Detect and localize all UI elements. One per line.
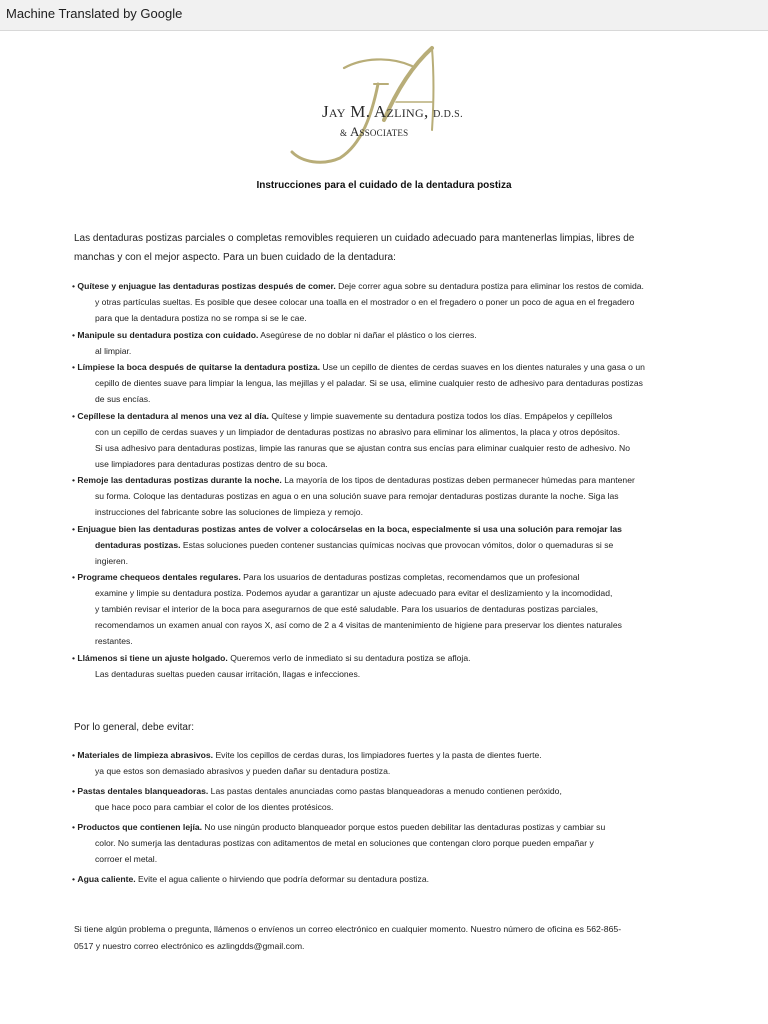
- list-item: • Pastas dentales blanqueadoras. Las pastas dentales anunciadas como pastas blanqueadoras a menudo contienen peróxido, que hace poco para cambiar el color de los dientes protésicos.: [72, 783, 696, 815]
- item-continuation: su forma. Coloque las dentaduras postizas en agua o en una solución suave para remojar dentaduras postizas durante la noche. Siga las: [95, 491, 619, 501]
- item-continuation: ingieren.: [95, 555, 128, 566]
- list-item: • Llámenos si tiene un ajuste holgado. Queremos verlo de inmediato si su dentadura postiza se afloja. Las dentaduras sueltas pueden causar irritación, llagas e infecciones.: [72, 650, 696, 682]
- item-continuation: con un cepillo de cerdas suaves y un limpiador de dentaduras postizas no abrasivo para eliminar los alimentos, la placa y otros depósitos.: [95, 426, 620, 437]
- item-lead: Manipule su dentadura postiza con cuidado.: [77, 329, 259, 340]
- item-continuation: examine y limpie su dentadura postiza. Podemos ayudar a garantizar un ajuste adecuado para evitar el deslizamiento y la incomodidad,: [95, 588, 613, 598]
- practice-name-suffix: D.D.S.: [433, 109, 463, 120]
- item-text: Deje correr agua sobre su dentadura postiza para eliminar los restos de comida.: [335, 281, 644, 291]
- item-text: Asegúrese de no doblar ni dañar el plástico o los cierres.: [258, 329, 477, 340]
- list-item: • Agua caliente. Evite el agua caliente o hirviendo que podría deformar su dentadura postiza.: [72, 874, 430, 884]
- item-lead-continuation: dentaduras postizas.: [95, 539, 181, 550]
- contact-paragraph: [74, 921, 674, 955]
- item-continuation: para que la dentadura postiza no se rompa si se le cae.: [95, 313, 307, 323]
- item-lead: Agua caliente.: [77, 874, 136, 884]
- item-lead: Programe chequeos dentales regulares.: [77, 572, 241, 582]
- list-item: • Remoje las dentaduras postizas durante la noche. La mayoría de los tipos de dentaduras postizas deben permanecer húmedas para mantener su forma. Coloque las dentaduras postizas en agua o en una solución suave para remojar dentaduras postizas durante la noche. Siga las instrucciones del fabricante sobre las soluciones de limpieza y remojo.: [72, 472, 696, 520]
- item-lead: Llámenos si tiene un ajuste holgado.: [77, 652, 228, 663]
- intro-paragraph: [74, 229, 674, 267]
- item-lead: Quítese y enjuague las dentaduras postizas después de comer.: [77, 281, 336, 291]
- item-continuation: corroer el metal.: [95, 854, 158, 864]
- item-continuation: y otras partículas sueltas. Es posible que desee colocar una toalla en el mostrador o en el fregadero o poner un poco de agua en el fregadero: [95, 297, 635, 307]
- item-lead: Cepíllese la dentadura al menos una vez al día.: [77, 410, 269, 421]
- contact-line: Si tiene algún problema o pregunta, llámenos o envíenos un correo electrónico en cualquier momento. Nuestro número de oficina es 562-865-: [74, 924, 622, 934]
- item-text: Estas soluciones pueden contener sustancias químicas nocivas que provocan vómitos, dolor o quemaduras si se: [180, 539, 614, 550]
- practice-associates-amp: &: [340, 128, 348, 138]
- intro-line: Las dentaduras postizas parciales o completas removibles requieren un cuidado adecuado para mantenerlas limpias, libres de: [74, 233, 635, 244]
- item-lead: Productos que contienen lejía.: [77, 822, 203, 832]
- item-continuation: recomendamos un examen anual con rayos X, así como de 2 a 4 visitas de mantenimiento de higiene para preservar los dientes naturales: [95, 620, 622, 630]
- item-text: No use ningún producto blanqueador porque estos pueden debilitar las dentaduras postizas y cambiar su: [202, 822, 606, 832]
- item-text: Use un cepillo de dientes de cerdas suaves en los dientes naturales y una gasa o un: [320, 362, 645, 372]
- practice-associates-label: Associates: [349, 124, 409, 139]
- item-continuation: Si usa adhesivo para dentaduras postizas, limpie las ranuras que se ajustan contra sus encías para eliminar cualquier resto de adhesivo. No: [95, 442, 631, 453]
- item-continuation: de sus encías.: [95, 394, 151, 404]
- list-item: • Límpiese la boca después de quitarse la dentadura postiza. Use un cepillo de dientes de cerdas suaves en los dientes naturales y una gasa o un cepillo de dientes suave para limpiar la lengua, las mejillas y el paladar. Si se usa, elimine cualquier resto de adhesivo para dentaduras postizas de sus encías.: [72, 359, 696, 407]
- item-continuation: restantes.: [95, 636, 133, 646]
- intro-line: manchas y con el mejor aspecto. Para un buen cuidado de la dentadura:: [74, 252, 396, 263]
- list-item: • Productos que contienen lejía. No use ningún producto blanqueador porque estos pueden debilitar las dentaduras postizas y cambiar su color. No sumerja las dentaduras postizas con aditamentos de metal en soluciones que contengan cloro porque pueden empañar y corroer el metal.: [72, 819, 696, 867]
- item-text: Evite los cepillos de cerdas duras, los limpiadores fuertes y la pasta de dientes fuerte.: [213, 750, 542, 760]
- item-lead: Límpiese la boca después de quitarse la dentadura postiza.: [77, 362, 321, 372]
- item-continuation: y también revisar el interior de la boca para asegurarnos de que esté saludable. Para los usuarios de dentaduras postizas parciales,: [95, 604, 599, 614]
- contact-line: 0517 y nuestro correo electrónico es azlingdds@gmail.com.: [74, 941, 305, 951]
- item-continuation: instrucciones del fabricante sobre las soluciones de limpieza y remojo.: [95, 507, 363, 517]
- item-text: Quítese y limpie suavemente su dentadura postiza todos los días. Empápelos y cepíllelos: [268, 410, 613, 421]
- item-continuation: que hace poco para cambiar el color de los dientes protésicos.: [95, 802, 334, 812]
- avoid-heading: Por lo general, debe evitar:: [74, 722, 195, 733]
- item-text: Queremos verlo de inmediato si su dentadura postiza se afloja.: [227, 652, 471, 663]
- item-text: Evite el agua caliente o hirviendo que podría deformar su dentadura postiza.: [135, 874, 430, 884]
- item-continuation: ya que estos son demasiado abrasivos y pueden dañar su dentadura postiza.: [95, 766, 391, 776]
- care-instructions-list: [72, 278, 696, 682]
- list-item: • Programe chequeos dentales regulares. Para los usuarios de dentaduras postizas completas, recomendamos que un profesional examine y limpie su dentadura postiza. Podemos ayudar a garantizar un ajuste adecuado para evitar el deslizamiento y la incomodidad, y también revisar el interior de la boca para asegurarnos de que esté saludable. Para los usuarios de dentaduras postizas parciales, recomendamos un examen anual con rayos X, así como de 2 a 4 visitas de mantenimiento de higiene para preservar los dientes naturales restantes.: [72, 569, 696, 649]
- practice-associates: [340, 124, 408, 140]
- list-item: • Enjuague bien las dentaduras postizas antes de volver a colocárselas en la boca, especialmente si usa una solución para remojar las dentaduras postizas. Estas soluciones pueden contener sustancias químicas nocivas que provocan vómitos, dolor o quemaduras si se ingieren.: [72, 521, 696, 569]
- item-continuation: al limpiar.: [95, 345, 132, 356]
- item-lead: Materiales de limpieza abrasivos.: [77, 750, 214, 760]
- list-item: • Cepíllese la dentadura al menos una vez al día. Quítese y limpie suavemente su dentadura postiza todos los días. Empápelos y cepíllelos con un cepillo de cerdas suaves y un limpiador de dentaduras postizas no abrasivo para eliminar los alimentos, la placa y otros depósitos. Si usa adhesivo para dentaduras postizas, limpie las ranuras que se ajustan contra sus encías para eliminar cualquier resto de adhesivo. No use limpiadores para dentaduras postizas dentro de su boca.: [72, 408, 696, 472]
- list-item: • Materiales de limpieza abrasivos. Evite los cepillos de cerdas duras, los limpiadores fuertes y la pasta de dientes fuerte. ya que estos son demasiado abrasivos y pueden dañar su dentadura postiza.: [72, 747, 696, 779]
- item-text: Para los usuarios de dentaduras postizas completas, recomendamos que un profesional: [240, 572, 580, 582]
- avoid-list: [72, 747, 696, 891]
- item-text: La mayoría de los tipos de dentaduras postizas deben permanecer húmedas para mantener: [281, 475, 635, 485]
- item-continuation: cepillo de dientes suave para limpiar la lengua, las mejillas y el paladar. Si se usa, elimine cualquier resto de adhesivo para dentaduras postizas: [95, 378, 643, 388]
- item-lead: Pastas dentales blanqueadoras.: [77, 786, 209, 796]
- item-lead: Remoje las dentaduras postizas durante la noche.: [77, 475, 282, 485]
- document-title: Instrucciones para el cuidado de la dentadura postiza: [256, 180, 512, 191]
- item-lead: Enjuague bien las dentaduras postizas antes de volver a colocárselas en la boca, especialmente si usa una solución para remojar las: [77, 523, 622, 534]
- machine-translation-banner: [0, 0, 768, 31]
- machine-translation-label: Machine Translated by Google: [6, 6, 183, 21]
- practice-name: [322, 102, 463, 122]
- item-continuation: Las dentaduras sueltas pueden causar irritación, llagas e infecciones.: [95, 668, 361, 679]
- practice-name-main: Jay M. Azling,: [322, 102, 429, 121]
- item-continuation: color. No sumerja las dentaduras postizas con aditamentos de metal en soluciones que contengan cloro porque pueden empañar y: [95, 838, 594, 848]
- practice-logo: [284, 44, 504, 168]
- item-continuation: use limpiadores para dentaduras postizas dentro de su boca.: [95, 458, 328, 469]
- list-item: • Quítese y enjuague las dentaduras postizas después de comer. Deje correr agua sobre su dentadura postiza para eliminar los restos de comida. y otras partículas sueltas. Es posible que desee colocar una toalla en el mostrador o en el fregadero o poner un poco de agua en el fregadero para que la dentadura postiza no se rompa si se le cae.: [72, 278, 696, 326]
- list-item: • Manipule su dentadura postiza con cuidado. Asegúrese de no doblar ni dañar el plástico o los cierres. al limpiar.: [72, 327, 696, 359]
- item-text: Las pastas dentales anunciadas como pastas blanqueadoras a menudo contienen peróxido,: [208, 786, 562, 796]
